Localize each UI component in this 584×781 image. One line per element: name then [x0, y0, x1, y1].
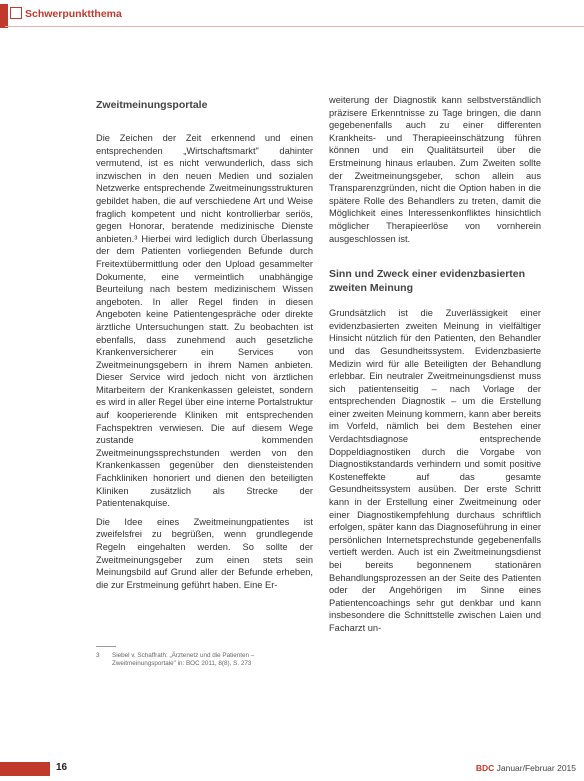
footnote-divider: [96, 646, 116, 647]
left-column: [96, 94, 313, 597]
left-paragraph: Die Idee eines Zweitmeinungpatientes ist zweifelsfrei zu begrüßen, wenn grundlegende Regeln eingehalten werden. So sollte der Zweitmeinungsgeber zum einen stets sein Meinungsbild auf Grund aller der Befunde erheben, die zur Erstmeinung geführt haben. Eine Er-: [96, 516, 313, 590]
footer-accent: [0, 762, 50, 776]
header-divider: [5, 26, 584, 27]
left-heading: Zweitmeinungsportale: [96, 99, 208, 111]
square-icon: [10, 7, 22, 19]
right-heading: Sinn und Zweck einer evidenzbasierten zweiten Meinung: [329, 268, 526, 295]
header-accent: [0, 4, 8, 28]
right-intro-paragraph: weiterung der Diagnostik kann selbstverständlich präzisere Erkenntnisse zu Tage bringen, die dann gegebenenfalls auch zu einer differenten Krankheits- und Therapieeinschätzung führen können und ein Qualitätsurteil über die Erstmeinung hinaus erlauben. Zum Zweiten sollte der Zweitmeinungsgeber, schon allein aus Transparenzgründen, nicht die Option haben in die spätere Rolle des Behandlers zu treten, damit die Möglichkeit eines Interessenkonfliktes hinsichtlich möglicher Therapieerlöse von vornherein ausgeschlossen ist.: [329, 95, 541, 244]
right-column: [329, 94, 541, 641]
section-title: Schwerpunktthema: [25, 8, 122, 20]
footnote: [96, 652, 296, 668]
footnote-text: Siebel v. Schaffrath: „Ärztenetz und die Patienten – Zweitmeinungsportale" in: BOC 2011, 8(8), S. 273: [112, 652, 255, 667]
journal-info: [476, 763, 576, 773]
journal-issue: Januar/Februar 2015: [494, 763, 576, 773]
footnote-number: 3: [96, 652, 100, 659]
journal-brand: BDC: [475, 763, 495, 773]
page-number: 16: [56, 762, 68, 773]
footer-bar: [0, 758, 584, 781]
left-paragraph: Die Zeichen der Zeit erkennend und einen entsprechenden „Wirtschaftsmarkt" dahinter vermutend, ist es nicht verwunderlich, dass sich inzwischen in den neuen Medien und sozialen Netzwerke entsprechende Zweitmeinungsstrukturen gebildet haben, die auf verschiedene Art und Weise fraglich kompetent und nicht kontrollierbar seriös, gegen Honorar, beratende medizinische Dienste anbieten.³ Hierbei wird lediglich durch Überlassung der dem Patienten vorliegenden Befunde durch Freitextübermittlung oder den Upload gesammelter Dokumente, eine vermeintlich unabhängige Beurteilung nach bestem medizinischem Wissen angeboten. In aller Regel finden in diesen Angeboten keine Patientengespräche oder direkte ärztliche Untersuchungen statt. Zu beobachten ist ebenfalls, dass zunehmend auch gesetzliche Krankenversicherer ein Services von Zweitmeinungsgebern in ihrem Namen anbieten. Dieser Service wird jedoch nicht von ärztlichen Mitarbeitern der Krankenkassen geleistet, sondern es wird in aller Regel über eine interne Portalstruktur auf kooperierende Kliniken mit entsprechenden Fachspektren verwiesen. Die auf diesem Wege zustande kommenden Zweitmeinungssprechstunden werden von den Krankenkassen gegenüber den diensteistenden Fachkliniken honoriert und dienen den beteiligten Kliniken zusätzlich als Strecke der Patientenakquise.: [96, 133, 313, 509]
right-body-paragraph: Grundsätzlich ist die Zuverlässigkeit einer evidenzbasierten zweiten Meinung in vielfältiger Hinsicht nützlich für den Patienten, den Behandler und das Gesundheitssystem. Evidenzbasierte Medizin wird für alle Beteiligten der Behandlung erlebbar. Ein neutraler Zweitmeinungsdienst muss sich patientenseitig – nach Vorlage der entsprechenden Diagnostik – um die Erstellung einer zweiten Meinung kommern, kann aber bereits im Vorfeld, nämlich bei dem Bestehen einer Verdachtsdiagnose entsprechende Doppeldiagnostiken durch die Vorgabe von Diagnostikstandards verhindern und somit positive Kosteneffekte auf das gesamte Gesundheitssystem ausüben. Der erste Schritt kann in der Erstellung einer Zweitmeinung oder einer Diagnostikempfehlung durchaus schriftlich erfolgen, später kann das Diagnoseführung in einer persönlichen Internetsprechstunde gegebenenfalls vertieft werden. Auch ist ein Zweitmeinungsdienst bei bereits begonnenem stationären Behandlungsprozessen an der Seite des Patienten oder der Angehörigen im Sinne eines Patientencoachings sehr gut denkbar und kann insbesondere die Schnittstelle zwischen Laien und Facharzt un-: [329, 308, 541, 633]
header-bar: [0, 4, 584, 28]
